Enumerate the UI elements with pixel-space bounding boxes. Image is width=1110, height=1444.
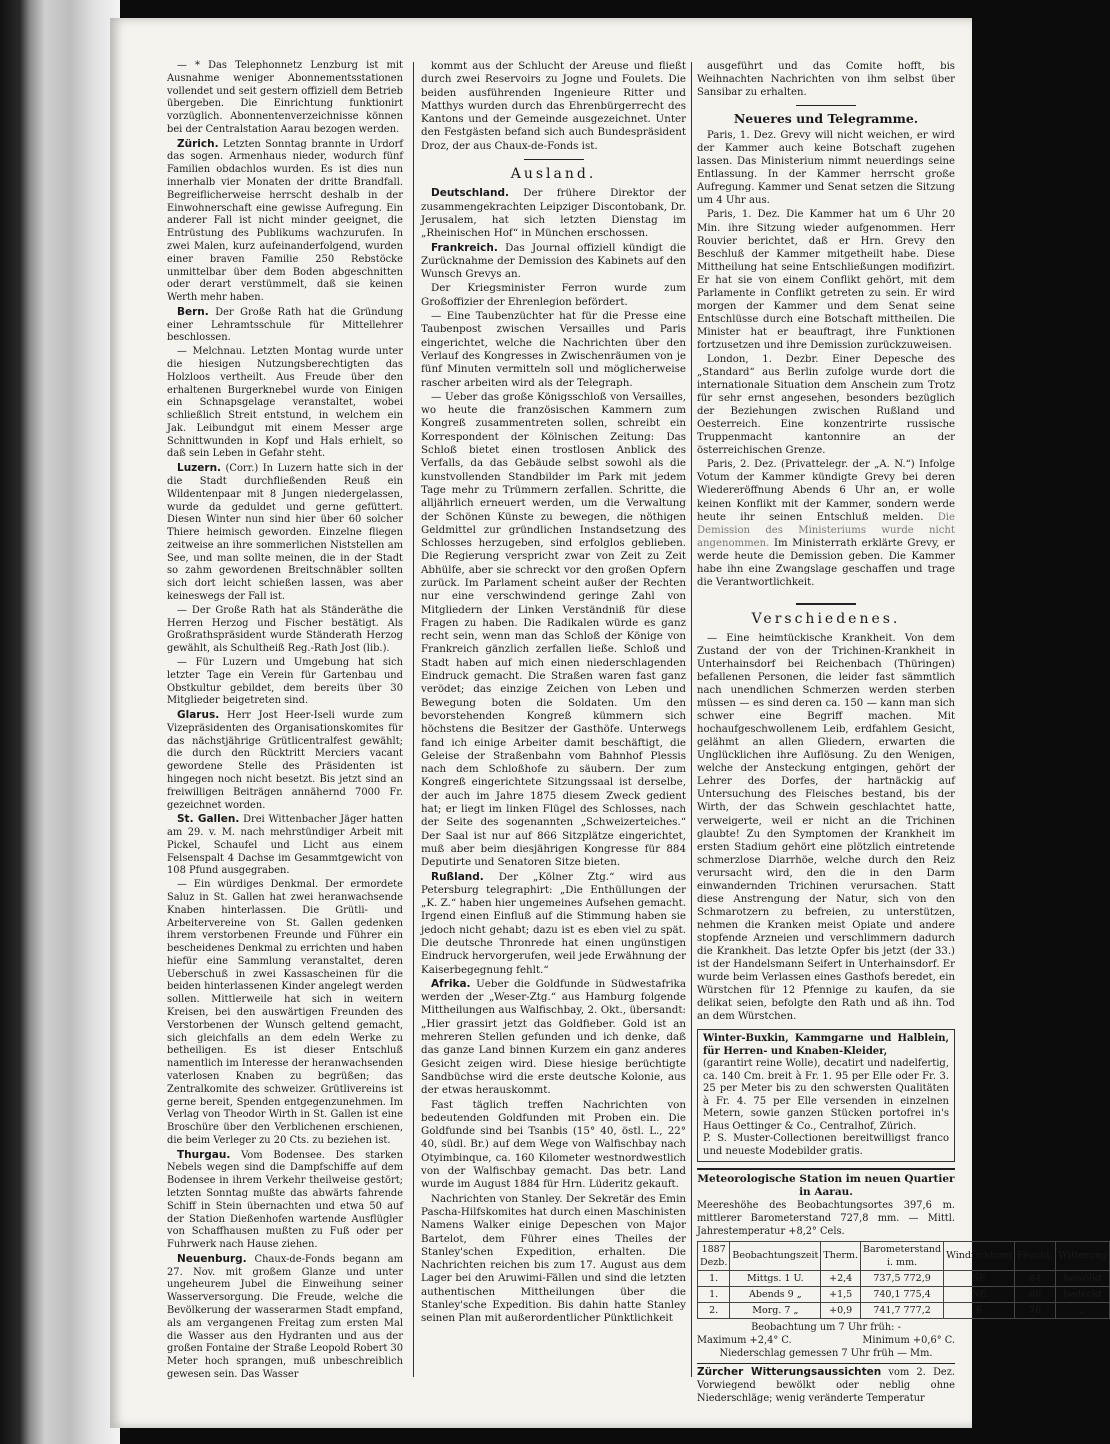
textile-advertisement [697, 1029, 955, 1162]
book-spine [0, 0, 120, 1444]
weather-extremes [697, 1334, 955, 1347]
luzern-article: Luzern. (Corr.) In Luzern hatte sich in der die Stadt durchfließenden Reuß ein Wildentenpaar mit 8 Jungen niedergelassen, wurde da geduldet und gerne gefüttert. Diesen Winter nun sind hier über 60 solcher Thiere heimisch geworden. Einzelne fliegen zeitweise an ihre sommerlichen Niststellen am See, und man sollte meinen, die in der Stadt so zahm gewordenen Breitschnäbler sollten sich dort leicht schießen lassen, was aber keineswegs der Fall ist. [167, 462, 404, 603]
luzern-rath-article: — Der Große Rath hat als Ständeräthe die Herren Herzog und Fischer bestätigt. Als Großrathspräsident wurde Ständerath Herzog gewählt, als Schultheiß Reg.-Rath Jost (lib.). [167, 604, 403, 655]
weather-col-header: 1887 Dezb. [698, 1241, 730, 1270]
verschiedenes-heading: Verschiedenes. [751, 610, 901, 627]
russland-heading: Rußland. [431, 870, 484, 883]
left-column [167, 60, 403, 1383]
section-divider [796, 105, 856, 106]
weather-col-header: Feucht. [1015, 1241, 1056, 1270]
paris-telegram-2: Paris, 1. Dez. Die Kammer hat um 6 Uhr 20 Min. ihre Sitzung wieder aufgenommen. Herr Rouvier berichtet, daß er Hrn. Grevy den Beschluß der Kammer mitgetheilt habe. Diese Mittheilung hat seine Entschließungen modifizirt. Er hat sie von einem Conflikt gehört, mit dem Parlamente in Conflikt getreten zu sein. Er wird morgen der Kammer und dem Senat seine Entschlüsse durch eine Botschaft mittheilen. Die Minister hat er beauftragt, ihre Funktionen fortzusetzen und ihre Demission zurückzuweisen. [697, 209, 955, 351]
weather-col-header: Windrichtung [944, 1241, 1015, 1270]
newspaper-page [110, 18, 1107, 1428]
paris-telegram-1: Paris, 1. Dez. Grevy will nicht weichen, er wird der Kammer auch keine Botschaft zugehen lassen. Das Ministerium nimmt neuerdings seine Entlassung. In der Kammer herrscht große Aufregung. Kammer und Senat setzen die Sitzung um 4 Uhr aus. [697, 130, 955, 207]
schloss-article: — Ueber das große Königsschloß von Versailles, wo heute die französischen Kammern zum Kongreß zusammentreten sollen, schreibt ein Korrespondent der Kölnischen Zeitung: Das Schloß bietet einen trostlosen Anblick des Verfalls, da das Gebäude selbst sowohl als die kunstvollenden Standbilder im Park mit jedem Tage mehr zu Trümmern zerfallen. Schritte, die alljährlich erneuert werden, um die Verwaltung der Schönen Künste zu bewegen, die nöthigen Geldmittel zur gründlichen Instandsetzung des Schlosses herzugeben, sind erfolglos geblieben. Die Regierung verspricht zwar von Zeit zu Zeit Abhülfe, aber sie schreckt vor den großen Opfern zurück. Im Parlament scheint außer der Rechten nur eine verschwindend geringe Zahl von Mitgliedern der Linken Verständniß für diese Fragen zu haben. Die Radikalen würde es ganz recht sein, wenn man das Schloß der Könige von Frankreich gänzlich zerfallen ließe. Schloß und Stadt haben auf mich einen niederschlagenden Eindruck gemacht. Die Straßen waren fast ganz verödet; das einzige Zeichen von Leben und Bewegung boten die Soldaten. Um den bevorstehenden Kongreß kümmern sich höchstens die Besitzer der Gasthöfe. Unterwegs fand ich einige Arbeiter damit beschäftigt, die Geleise der Straßenbahn vom Bahnhof Plessis nach dem Schloßhofe zu säubern. Der zum Kongreß eingerichtete Sitzungssaal ist derselbe, der auch im Jahre 1875 diesem Zweck gedient hat; er liegt im linken Flügel des Schlosses, nach der Seite des sogenannten „Schweizerteiches.“ Der Saal ist nur auf 866 Sitzplätze eingerichtet, muß aber beim diesjährigen Kongresse für 884 Deputirte und Senatoren Sitze bieten. [421, 390, 686, 869]
denkmal-article: — Ein würdiges Denkmal. Der ermordete Saluz in St. Gallen hat zwei heranwachsende Knaben hinterlassen. Die Grütli- und Arbeitervereine von St. Gallen gedenken ihrem verstorbenen Freunde und Führer ein bescheidenes Denkmal zu errichten und haben hiefür eine Sammlung veranstaltet, deren Ueberschuß in zwei Kassascheinen für die beiden hinterlassenen Kinder angelegt werden sollen. Mittlerweile hat sich in weitern Kreisen, bei den auswärtigen Freunden des Verstorbenen der Wunsch geltend gemacht, sich gleichfalls an dem edeln Werke zu betheiligen. Es ist dieser Entschluß namentlich im Interesse der heranwachsenden vaterlosen Knaben zu begrüßen; das Zentralkomite des schweizer. Grütlivereins ist gerne bereit, Spenden entgegenzunehmen. Im Verlag von Theodor Wirth in St. Gallen ist eine Broschüre über den Verblichenen erschienen, die beim Verleger zu 20 Cts. zu beziehen ist. [167, 879, 403, 1146]
telephone-article: — * Das Telephonnetz Lenzburg ist mit Ausnahme weniger Abonnementsstationen vollendet und seit gestern offiziell dem Betrieb übergeben. Die Einrichtung funktionirt vorzüglich. Abonnentenverzeichnisse können bei der Centralstation Aarau bezogen werden. [167, 60, 403, 135]
neueres-heading: Neueres und Telegramme. [733, 111, 919, 127]
weather-observation: Beobachtung um 7 Uhr früh: - [751, 1321, 901, 1333]
stanley-article: Nachrichten von Stanley. Der Sekretär des Emin Pascha-Hilfskomites hat durch einen Maschinisten Namens Walker einige Depeschen von Major Bartelot, dem Führer eines Theiles der Stanley'schen Expedition, erhalten. Die Nachrichten reichen bis zum 17. August aus dem Lager bei den Aruwimi-Fällen und sind die letzten authentischen Mittheilungen über die Stanley'sche Expedition. Bis dahin hatte Stanley seinen Plan mit außerordentlicher Pünktlichkeit [421, 1192, 686, 1325]
right-column [697, 60, 1107, 1405]
ad-title: Winter-Buxkin, Kammgarne und Halblein, für Herren- und Knaben-Kleider, [703, 1033, 949, 1057]
ausland-heading: Ausland. [510, 166, 597, 183]
section-divider [524, 159, 584, 160]
luzern-verein-article: — Für Luzern und Umgebung hat sich letzter Tage ein Verein für Gartenbau und Obstkultur gebildet, dem bereits über 30 Mitglieder beigetreten sind. [167, 656, 403, 707]
column-rule [691, 62, 692, 1377]
zurich-weather-heading: Zürcher Witterungsaussichten [697, 1365, 882, 1378]
stgallen-article: St. Gallen. Drei Wittenbacher Jäger hatten am 29. v. M. nach mehrstündiger Arbeit mit Pickel, Schaufel und Licht aus einem Felsenspalt 4 Dachse im Gesammtgewicht von 108 Pfund ausgegraben. [167, 813, 404, 877]
afrika-article: Afrika. Ueber die Goldfunde in Südwestafrika werden der „Weser-Ztg.“ aus Hamburg folgende Mittheilungen aus Walfischbay, 2. Okt., übersandt: „Hier grassirt jetzt das Goldfieber. Gold ist an mehreren Stellen gefunden und ich denke, daß das ganze Land binnen Kurzem ein ganz anderes Gesicht zeigen wird. Diese hiesige berüchtigte Sandbüchse wird die erste deutsche Kolonie, aus der etwas herauskommt. [421, 977, 686, 1097]
table-row: 1. Abends 9 „ +1,5 740,1 775,4 NE 80 bedeckt [698, 1286, 1110, 1302]
bern-heading: Bern. [177, 305, 209, 318]
faded-line: Die Demission des Ministeriums wurde nicht angenommen. [697, 511, 955, 549]
neuenburg-continuation: kommt aus der Schlucht der Areuse und fließt durch zwei Reservoirs zu Jogne und Foulets. Die beiden ausführenden Ingenieure Ritter und Matthys wurden durch das Ehrenbürgerrecht des Kantons und der Gemeinde ausgezeichnet. Unter den Festgästen befand sich auch Bundespräsident Droz, der aus Chaux-de-Fonds ist. [421, 60, 686, 152]
table-row: 1. Mittgs. 1 U. +2,4 737,5 772,9 SE 84 bewölkt [698, 1270, 1110, 1286]
glarus-heading: Glarus. [177, 709, 220, 722]
afrika-heading: Afrika. [431, 977, 471, 990]
deutschland-heading: Deutschland. [431, 187, 509, 200]
deutschland-article: Deutschland. Der frühere Direktor der zusammengekrachten Leipziger Discontobank, Dr. Jerusalem, hat sich letzten Dienstag im „Rheinischen Hof“ in München erschossen. [421, 187, 686, 240]
russland-article: Rußland. Der „Kölner Ztg.“ wird aus Petersburg telegraphirt: „Die Enthüllungen der „K. Z.“ haben hier ungemeines Aufsehen gemacht. Irgend einen Einfluß auf die Stimmung haben sie jedoch nicht gehabt; dazu ist es eben viel zu spät. Die deutsche Thronrede hat einen ungünstigen Eindruck hervorgerufen, weil jede Erwähnung der Kaiserbegegnung fehlt.“ [421, 870, 686, 976]
glarus-article: Glarus. Herr Jost Heer-Iseli wurde zum Vizepräsidenten des Organisationskomites für das nächstjährige Grütlicentralfest gewählt; die durch den Rücktritt Merciers vacant gewordene Stelle des Präsidenten ist hingegen noch nicht besetzt. Bis jetzt sind an freiwilligen Beiträgen annähernd 7000 Fr. gezeichnet worden. [167, 709, 404, 811]
luzern-heading: Luzern. [177, 462, 222, 475]
section-divider [796, 603, 856, 605]
paris-telegram-3: Paris, 2. Dez. (Privattelegr. der „A. N.“) Infolge Votum der Kammer kündigte Grevy bei deren Wiedereröffnung Abends 6 Uhr an, er wolle keinen Konflikt mit der Kammer, sondern werde heute ihr seinen Entschluß melden. Die Demission des Ministeriums wurde nicht angenommen. Im Ministerrath erklärte Grevy, er werde heute die Demission geben. Die Kammer habe ihn eine Zwangslage geschaffen und trage die Verantwortlichkeit. [697, 459, 955, 588]
weather-max: Maximum +2,4° C. [697, 1334, 792, 1346]
middle-column [421, 60, 686, 1327]
melchnau-article: — Melchnau. Letzten Montag wurde unter die hiesigen Nutzungsberechtigten das Holzloos vertheilt. Aus Freude über den erhaltenen Burgerknebel wurde von Einigen ein Schnapsgelage veranstaltet, wobei schließlich Streit entstund, in welchem ein Jak. Leibundgut mit einem Messer arge Schnittwunden in Kopf und Hals erhielt, so daß sein Leben in Gefahr steht. [167, 346, 403, 460]
zuerich-heading: Zürich. [177, 137, 219, 150]
zurich-weather-forecast: Zürcher Witterungsaussichten vom 2. Dez. Vorwiegend bewölkt oder neblig ohne Niederschläge; wenig veränderte Temperatur [697, 1363, 955, 1405]
neuenburg-heading: Neuenburg. [177, 1252, 247, 1265]
ferron-article: Der Kriegsminister Ferron wurde zum Großoffizier der Ehrenlegion befördert. [421, 282, 686, 308]
weather-min: Minimum +0,6° C. [862, 1334, 955, 1346]
london-telegram: London, 1. Dezbr. Einer Depesche des „Standard“ aus Berlin zufolge wurde dort die internationale Situation dem Anschein zum Trotz für sehr ernst angesehen, besonders bezüglich der Beziehungen zwischen Rußland und Oesterreich. Eine konzentrirte russische Truppenmacht kantonnire an der österreichischen Grenze. [697, 353, 955, 457]
ad-body: (garantirt reine Wolle), decatirt und nadelfertig, ca. 140 Cm. breit à Fr. 1. 95 per Elle oder Fr. 3. 25 per Meter bis zu den schwersten Qualitäten à Fr. 4. 75 per Elle versenden in einzelnen Metern, sowie ganzen Stücken portofrei in's Haus Oettinger & Co., Centralhof, Zürich. [703, 1058, 949, 1132]
bern-article: Bern. Der Große Rath hat die Gründung einer Lehramtsschule für Mittellehrer beschlossen. [167, 305, 404, 344]
weather-rain: Niederschlag gemessen 7 Uhr früh — Mm. [719, 1347, 933, 1359]
weather-col-header: Barometerstand i. mm. [861, 1241, 944, 1270]
weather-col-header: Beobachtungszeit [730, 1241, 821, 1270]
neuenburg-article: Neuenburg. Chaux-de-Fonds begann am 27. Nov. mit großem Glanze und unter ungeheurem Jubel die Einweihung seiner Wasserversorgung. Die Freude, welche die Bevölkerung der wasserarmen Stadt empfand, als am vergangenen Freitag zum ersten Mal die Wasser aus den Hydranten und aus der großen Fontaine der Straße Leopold Robert 30 Meter hoch sprangen, muß unbeschreiblich gewesen sein. Das Wasser [167, 1252, 404, 1380]
weather-intro: Meereshöhe des Beobachtungsortes 397,6 m. mittlerer Barometerstand 727,8 mm. — Mittl. Jahrestemperatur +8,2° Cels. [697, 1200, 955, 1238]
ad-postscript: P. S. Muster-Collectionen bereitwilligst franco und neueste Modebilder gratis. [703, 1133, 949, 1157]
weather-col-header: Witterung [1056, 1241, 1110, 1270]
afrika-article-2: Fast täglich treffen Nachrichten von bedeutenden Goldfunden mit Proben ein. Die Goldfunde sind bei Tsanbis (15° 40, östl. L., 22° 40, südl. Br.) auf dem Wege von Walfischbay nach Otyimbinque, ca. 160 Kilometer westnordwestlich von der Walfischbay gemacht. Das betr. Land wurde im August 1884 für Hrn. Lüderitz gekauft. [421, 1098, 686, 1191]
thurgau-article: Thurgau. Vom Bodensee. Des starken Nebels wegen sind die Dampfschiffe auf dem Bodensee in ihrem Verkehr theilweise gestört; letzten Sonntag mußte das abwärts fahrende Schiff in Stein übernachten und etwa 50 auf der Station Dießenhofen wartende Ausflügler von Schaffhausen mußten zu Fuß oder per Fuhrwerk nach Hause ziehen. [167, 1148, 404, 1251]
krankheit-article: — Eine heimtückische Krankheit. Von dem Zustand der von der Trichinen-Krankheit in Unterhainsdorf bei Reichenbach (Thüringen) befallenen Personen, die leider fast sämmtlich nach unendlichen Schmerzen werden sterben müssen — es sind deren ca. 150 — kann man sich schwer eine Begriff machen. Mit hochaufgeschwollenem Leib, erdfahlem Gesicht, gelähmt an allen Gliedern, erwarten die Unglücklichen ihre Auflösung. Zu den Wenigen, welche der Ansteckung entgingen, gehört der Lehrer des Dorfes, der hartnäckig auf Untersuchung des Fleisches bestand, bis der Wirth, der das Schwein geschlachtet hatte, verweigerte, weil er nicht an die Trichinen glaubte! Zu den Symptomen der Krankheit im ersten Stadium gehört eine plötzlich eintretende schmerzlose Diarrhöe, welche durch den Reiz verursacht wird, den die in den Darm einwandernden Trichinen verursachen. Statt diese Anstrengung der Natur, sich von den Schmarotzern zu befreien, zu unterstützen, nehmen die Kranken meist Opiate und andere stopfende Arzneien und verschlimmern dadurch die Krankheit. Das letzte Opfer bis jetzt (der 33.) ist der Handelsmann Seifert in Unterhainsdorf. Er wurde beim Verlassen eines Gasthofs beredet, ein Würstchen für 12 Pfennige zu kaufen, da sie delikat seien, befolgte den Rath und aß ihn. Tod an dem Würstchen. [697, 632, 955, 1023]
weather-table [697, 1241, 1110, 1319]
weather-col-header: Therm. [821, 1241, 861, 1270]
weather-table-header [698, 1241, 1110, 1270]
weather-station-title: Meteorologische Station im neuen Quartier in Aarau. [697, 1168, 955, 1199]
column-rule [413, 62, 414, 1377]
stanley-continuation: ausgeführt und das Comite hofft, bis Weihnachten Nachrichten von ihm selbst über Sansibar zu erhalten. [697, 61, 955, 99]
thurgau-heading: Thurgau. [177, 1148, 231, 1161]
stgallen-heading: St. Gallen. [177, 813, 240, 826]
zuerich-article: Zürich. Letzten Sonntag brannte in Urdorf das sogen. Armenhaus nieder, wodurch fünf Familien obdachlos wurden. Es ist dies nun innerhalb vier Monaten der dritte Brandfall. Begreiflicherweise herrscht deshalb in der Einwohnerschaft eine gewisse Aufregung. Ein anderer Fall ist nicht minder geeignet, die Entrüstung des Publikums wachzurufen. In zwei Malen, kurz aufeinanderfolgend, wurden einer braven Familie 250 Rebstöcke unmittelbar über dem Boden abgeschnitten oder derart verstümmelt, daß sie keinen Werth mehr haben. [167, 137, 403, 304]
table-row: 2. Morg. 7 „ +0,9 741,7 777,2 E 76 „ [698, 1302, 1110, 1318]
tauben-article: — Eine Taubenzüchter hat für die Presse eine Taubenpost zwischen Versailles und Paris eingerichtet, welche die Nachrichten über den Verlauf des Kongresses in Zwischenräumen von je fünf Minuten vermitteln soll und möglicherweise rascher arbeiten wird als der Telegraph. [421, 310, 686, 389]
frankreich-heading: Frankreich. [431, 241, 498, 254]
frankreich-article: Frankreich. Das Journal offiziell kündigt die Zurücknahme der Demission des Kabinets auf den Wunsch Grevys an. [421, 241, 686, 281]
